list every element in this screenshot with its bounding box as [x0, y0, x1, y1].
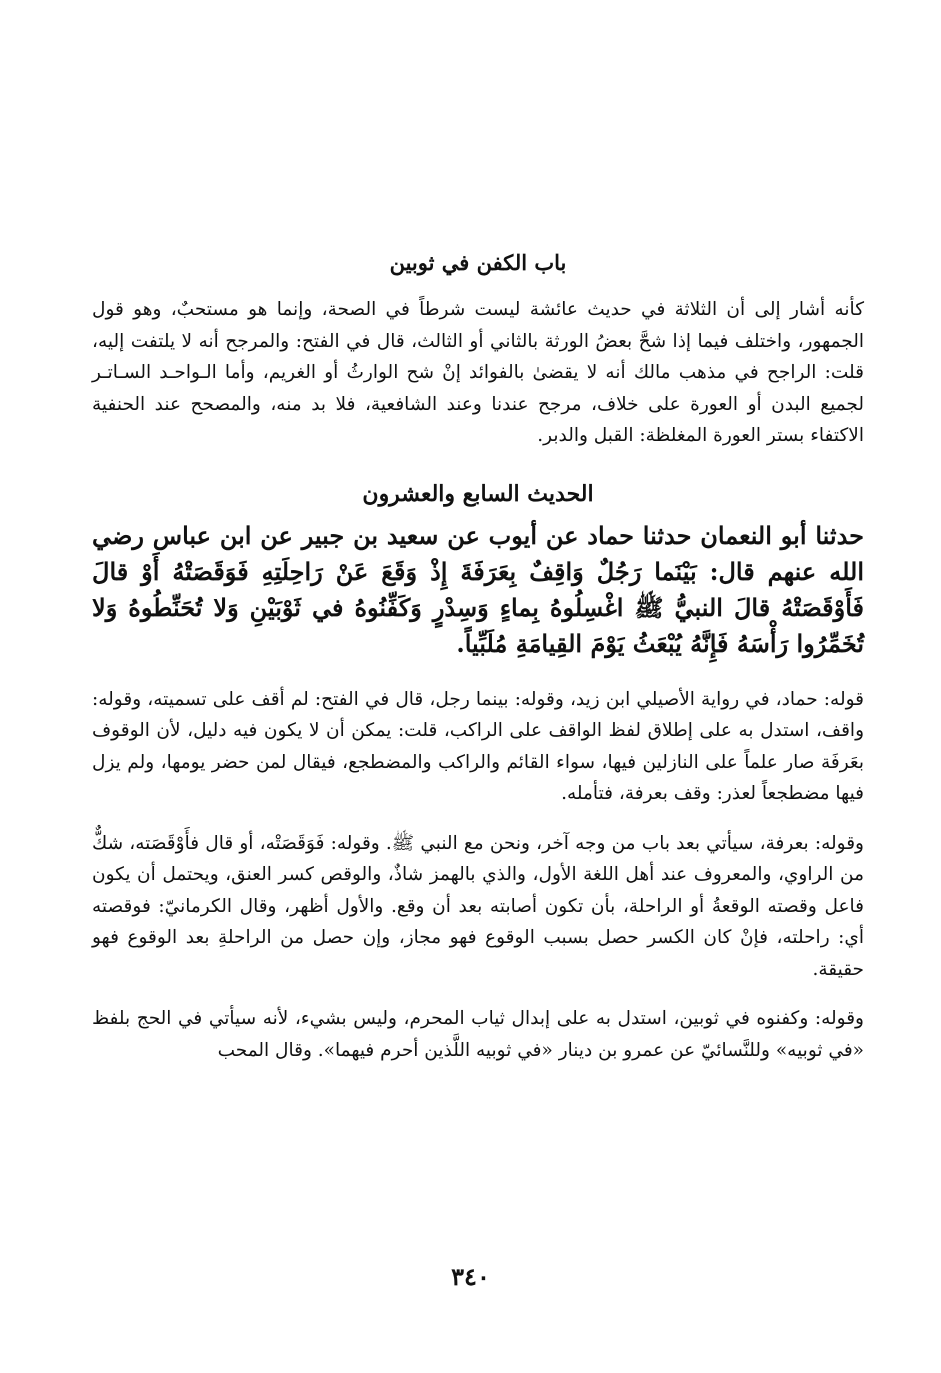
intro-paragraph: كأنه أشار إلى أن الثلاثة في حديث عائشة ليست شرطاً في الصحة، وإنما هو مستحبٌ، وهو قول الجمهور، واختلف فيما إذا شحَّ بعضُ الورثة بالثاني أو الثالث، قال في الفتح: والمرجح أنه لا يلتفت إليه، قلت: الراجح في مذهب مالك أنه لا يقضىٰ بالفوائد إنْ شح الوارثُ أو الغريم، وأما الـواحـد السـاتـر لجميع البدن أو العورة على خلاف، مرجح عندنا وعند الشافعية، فلا بد منه، والمصحح عند الحنفية الاكتفاء بستر العورة المغلظة: القبل والدبر. — [92, 299, 864, 446]
chapter-title: باب الكفن في ثوبين — [389, 250, 567, 275]
commentary-paragraph-1: قوله: حماد، في رواية الأصيلي ابن زيد، وقوله: بينما رجل، قال في الفتح: لم أقف على تسميته، وقوله: واقف، استدل به على إطلاق لفظ الواقف على الراكب، قلت: يمكن أن لا يكون فيه دليل، لأن الوقوف بعَرفَة صار علماً على النازلين فيها، سواء القائم والراكب والمضطجع، فيقال لمن حضر يومها، ولم يزل فيها مضطجعاً لعذر: وقف بعرفة، فتأمله. — [92, 688, 864, 804]
commentary-paragraph-2: وقوله: بعرفة، سيأتي بعد باب من وجه آخر، ونحن مع النبي ﷺ. وقوله: فَوَقَصَتْه، أو قال فأَوْقَصَته، شكٌّ من الراوي، والمعروف عند أهل اللغة الأول، والذي بالهمز شاذٌ، والوقص كسر العنق، ويحتمل أن يكون فاعل وقصته الوقعةُ أو الراحلة، بأن تكون أصابته بعد أن وقع. والأول أظهر، وقال الكرمانيّ: فوقصته أي: راحلته، فإنْ كان الكسر حصل بسبب الوقوع فهو مجاز، وإن حصل من الراحلةِ بعد الوقوع فهو حقيقة. — [92, 832, 864, 980]
page-body — [92, 248, 864, 1066]
page-number: ٣٤٠ — [451, 1262, 490, 1291]
hadith-title: الحديث السابع والعشرون — [362, 480, 594, 507]
section-gap — [92, 452, 864, 470]
hadith-text: حدثنا أبو النعمان حدثنا حماد عن أيوب عن سعيد بن جبير عن ابن عباس رضي الله عنهم قال: بَيْنَما رَجُلٌ وَاقِفٌ بِعَرَفَةَ إِذْ وَقَعَ عَنْ رَاحِلَتِهِ فَوَقَصَتْهُ أَوْ قالَ فَأَوْقَصَتْهُ قالَ النبيُّ ﷺ اغْسِلُوهُ بِماءٍ وَسِدْرٍ وَكَفِّنُوهُ في ثَوْبَيْنِ وَلا تُحَنِّطُوهُ وَلا تُخَمِّرُوا رَأْسَهُ فَإِنَّهُ يُبْعَثُ يَوْمَ القِيامَةِ مُلَبِّياً. — [92, 520, 864, 658]
commentary-paragraph-3: وقوله: وكفنوه في ثوبين، استدل به على إبدال ثياب المحرم، وليس بشيء، لأنه سيأتي في الحج بلفظ «في ثوبيه» وللنَّسائيّ عن عمرو بن دينار «في ثوبيه اللَّذين أحرم فيهما». وقال المحب — [92, 1008, 864, 1061]
